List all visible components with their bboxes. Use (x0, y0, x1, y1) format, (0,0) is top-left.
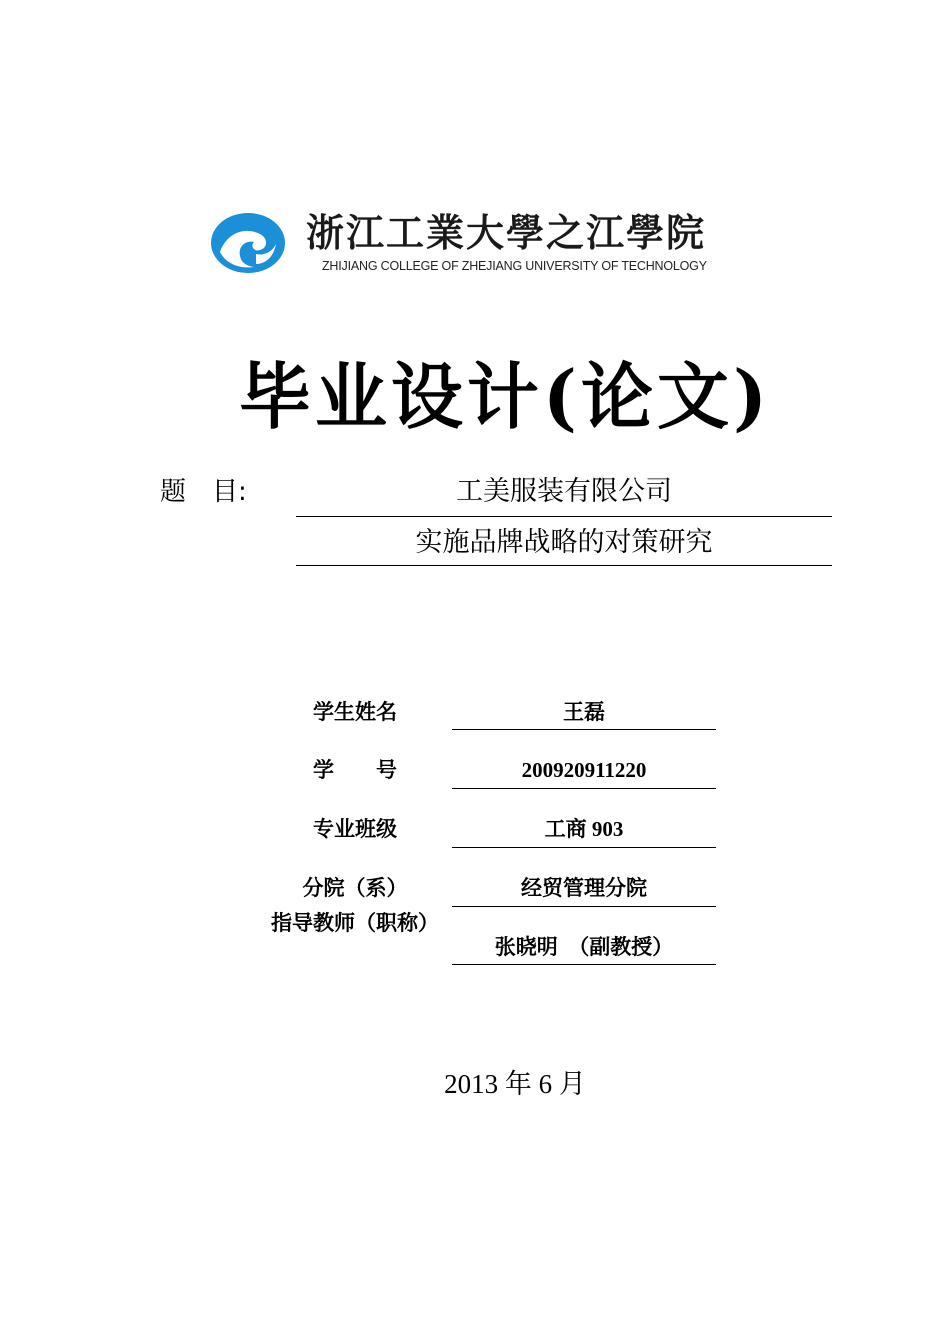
student-id-value: 200920911220 (452, 755, 716, 789)
topic-label: 题 目: (160, 477, 247, 507)
college-name-cn: 浙江工業大學之江學院 (306, 210, 707, 255)
submission-date: 2013 年 6 月 (444, 1069, 586, 1099)
college-name-en: ZHIJIANG COLLEGE OF ZHEJIANG UNIVERSITY OF TECHNOLOGY (322, 259, 707, 273)
document-title: 毕业设计(论文) (238, 354, 772, 439)
college-logo-icon (210, 212, 286, 274)
department-label: 分院（系） (302, 876, 408, 900)
student-name-value: 王磊 (452, 697, 716, 730)
student-name-label: 学生姓名 (313, 700, 397, 724)
topic-line-2: 实施品牌战略的对策研究 (296, 525, 832, 566)
advisor-label: 指导教师（职称） (271, 911, 439, 935)
topic-line-1: 工美服装有限公司 (296, 474, 832, 517)
major-class-label: 专业班级 (313, 817, 397, 841)
major-class-value: 工商 903 (452, 814, 716, 848)
student-id-label: 学 号 (313, 758, 397, 782)
advisor-value: 张晓明 （副教授） (452, 932, 716, 965)
department-value: 经贸管理分院 (452, 873, 716, 907)
